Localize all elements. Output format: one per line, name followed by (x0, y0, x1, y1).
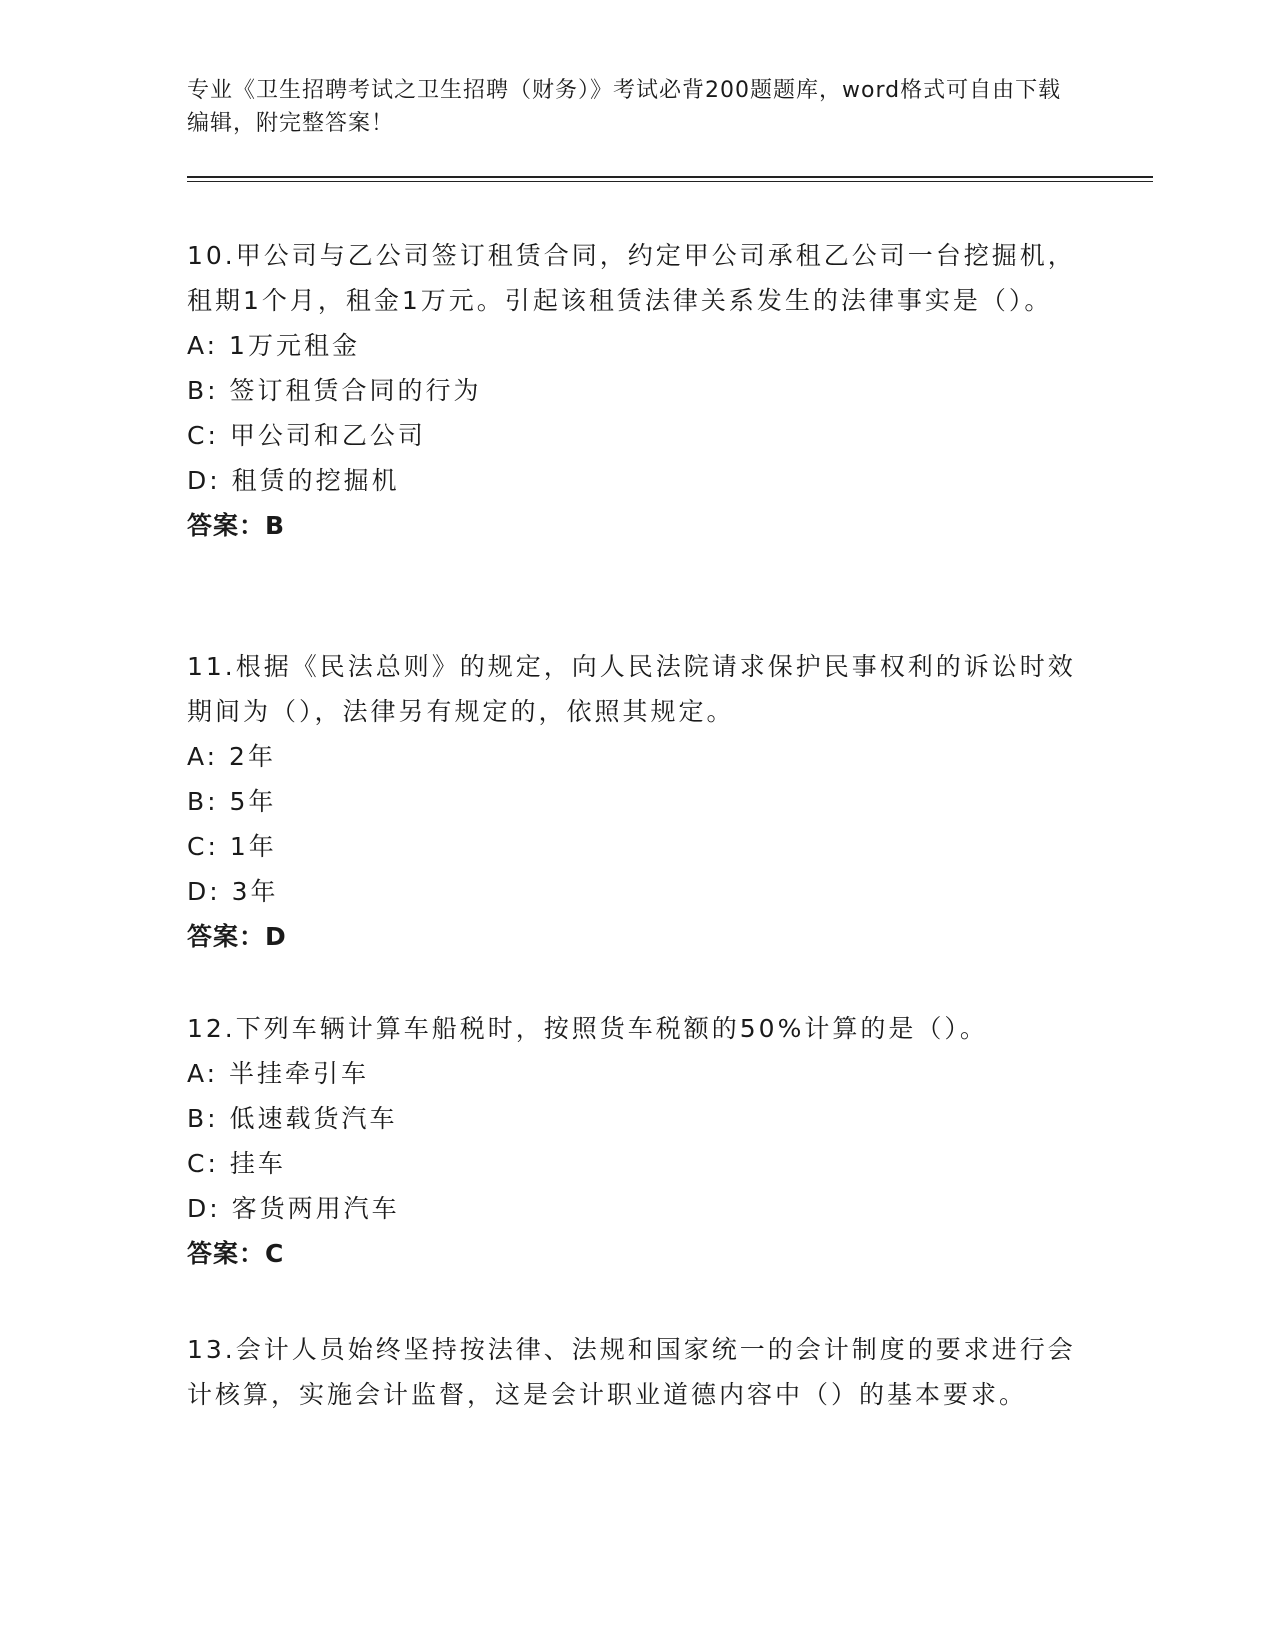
option-c: C: 1年 (187, 832, 277, 861)
header-divider (187, 176, 1153, 178)
option-c: C: 挂车 (187, 1149, 286, 1178)
question-stem: 12.下列车辆计算车船税时，按照货车税额的50%计算的是（）。 (187, 1014, 988, 1043)
option-d: D: 客货两用汽车 (187, 1194, 400, 1223)
answer: 答案：D (187, 922, 287, 951)
question-stem: 11.根据《民法总则》的规定，向人民法院请求保护民事权利的诉讼时效期间为（），法律另有规定的，依照其规定。 (187, 652, 1076, 726)
answer: 答案：C (187, 1239, 285, 1268)
document-header: 专业《卫生招聘考试之卫生招聘（财务）》考试必背200题题库，word格式可自由下载编辑，附完整答案！ (187, 78, 1062, 136)
answer: 答案：B (187, 511, 286, 540)
option-a: A: 半挂牵引车 (187, 1059, 370, 1088)
question-10 (187, 233, 1077, 548)
option-a: A: 2年 (187, 742, 276, 771)
option-a: A: 1万元租金 (187, 331, 360, 360)
question-stem: 13.会计人员始终坚持按法律、法规和国家统一的会计制度的要求进行会计核算，实施会计监督，这是会计职业道德内容中（）的基本要求。 (187, 1335, 1076, 1409)
question-stem: 10.甲公司与乙公司签订租赁合同，约定甲公司承租乙公司一台挖掘机，租期1个月，租金1万元。引起该租赁法律关系发生的法律事实是（）。 (187, 241, 1076, 315)
header-divider-thin (187, 181, 1153, 182)
option-b: B: 签订租赁合同的行为 (187, 376, 482, 405)
option-c: C: 甲公司和乙公司 (187, 421, 426, 450)
question-12 (187, 1006, 1077, 1276)
option-b: B: 5年 (187, 787, 277, 816)
option-d: D: 3年 (187, 877, 279, 906)
question-11 (187, 644, 1077, 959)
question-13 (187, 1327, 1077, 1417)
option-d: D: 租赁的挖掘机 (187, 466, 400, 495)
option-b: B: 低速载货汽车 (187, 1104, 398, 1133)
